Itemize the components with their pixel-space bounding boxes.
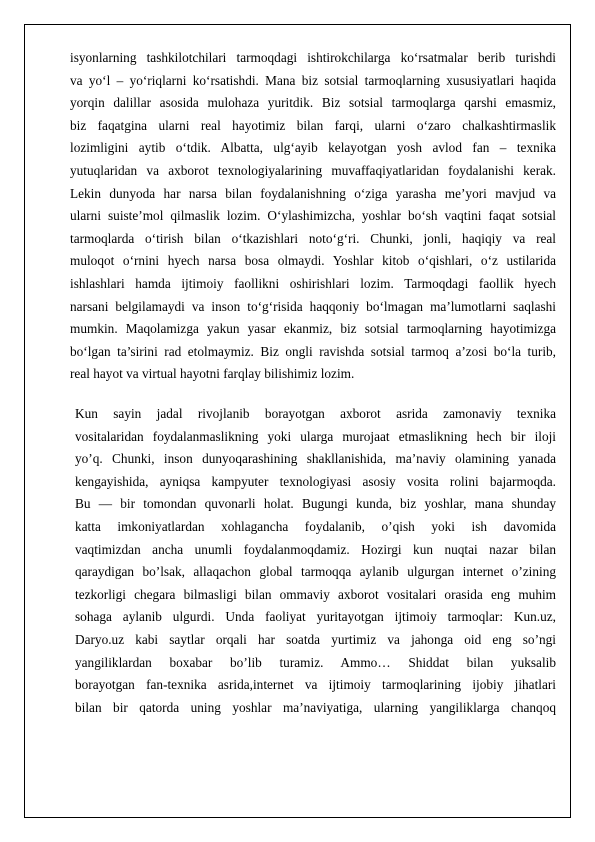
paragraph-line: tarmoqlarda o‘tirish bilan o‘tkazishlari noto‘g‘ri. Chunki, jonli, haqiqiy va real [70, 230, 556, 246]
paragraph-line: vaqtimizdan ancha unumli foydalanmoqdamiz. Hozirgi kun nuqtai nazar bilan [75, 541, 556, 557]
paragraph-1 [70, 47, 556, 386]
paragraph-line: yo’q. Chunki, inson dunyoqarashining shakllanishida, ma’naviy olamining yanada [75, 451, 556, 467]
paragraph-line: yorqin dalillar asosida mulohaza yuritdik. Biz sotsial tarmoqlarga qarshi emasmiz, [70, 95, 556, 111]
paragraph-line: katta imkoniyatlardan xohlagancha foydalanib, o’qish yoki ish davomida [75, 518, 556, 534]
paragraph-line: lozimligini aytib o‘tdik. Albatta, ulg‘ayib kelayotgan yosh avlod fan – texnika [70, 140, 556, 156]
paragraph-line: ishlashlari hamda ijtimoiy faollikni oshirishlari lozim. Tarmoqdagi faollik hyech [70, 275, 556, 291]
paragraph-line: kengayishida, ayniqsa kampyuter texnologiyasi asosiy vosita rolini bajarmoqda. [75, 473, 556, 489]
paragraph-line: mumkin. Maqolamizga yakun yasar ekanmiz, biz sotsial tarmoqlarning hayotimizga [70, 321, 556, 337]
paragraph-line: tezkorligi chegara bilmasligi bilan ommaviy axborot vositalari orasida eng muhim [75, 586, 556, 602]
paragraph-2 [75, 403, 556, 719]
paragraph-line: Bu — bir tomondan quvonarli holat. Bugungi kunda, biz yoshlar, mana shunday [75, 496, 556, 512]
paragraph-line: vositalaridan foydalanmaslikning yoki ularga murojaat etmaslikning hech bir iloji [75, 428, 556, 444]
paragraph-line: real hayot va virtual hayotni farqlay bilishimiz lozim. [70, 366, 355, 382]
paragraph-line: Lekin dunyoda har narsa bilan foydalanishning o‘ziga yarasha me’yori mavjud va [70, 185, 556, 201]
paragraph-line: bilan bir qatorda uning yoshlar ma’naviyatiga, ularning yangiliklarga chanqoq [75, 699, 556, 715]
paragraph-line: ularni suiste’mol qilmaslik lozim. O‘ylashimizcha, yoshlar bo‘sh vaqtini faqat sotsial [70, 208, 556, 224]
paragraph-line: muloqot o‘rnini hyech narsa bosa olmaydi. Yoshlar kitob o‘qishlari, o‘z ustilarida [70, 253, 556, 269]
paragraph-line: yangiliklardan boxabar bo’lib turamiz. Ammo… Shiddat bilan yuksalib [75, 654, 556, 670]
paragraph-line: va yo‘l – yo‘riqlarni ko‘rsatishdi. Mana biz sotsial tarmoqlarning xususiyatlari haqida [70, 72, 556, 88]
paragraph-line: isyonlarning tashkilotchilari tarmoqdagi ishtirokchilarga ko‘rsatmalar berib turishdi [70, 50, 556, 65]
paragraph-line: sohaga aylanib ulgurdi. Unda faoliyat yuritayotgan ijtimoiy tarmoqlar: Kun.uz, [75, 609, 556, 625]
paragraph-line: Daryo.uz kabi saytlar orqali har soatda yurtimiz va jahonga oid eng so’ngi [75, 631, 556, 647]
paragraph-line: Kun sayin jadal rivojlanib borayotgan axborot asrida zamonaviy texnika [75, 406, 556, 421]
paragraph-line: yutuqlaridan va axborot texnologiyalarining muvaffaqiyatlaridan foydalanishi kerak. [70, 162, 556, 178]
paragraph-line: borayotgan fan-texnika asrida,internet va ijtimoiy tarmoqlarining ijobiy jihatlari [75, 677, 556, 693]
paragraph-line: bo‘lgan ta’sirini rad etolmaymiz. Biz ongli ravishda sotsial tarmoq a’zosi bo‘la turib, [70, 343, 556, 359]
paragraph-line: biz faqatgina ularni real hayotimiz bilan farqi, ularni o‘zaro chalkashtirmaslik [70, 117, 556, 133]
paragraph-line: narsani belgilamaydi va inson to‘g‘risida haqqoniy bo‘lmagan ma’lumotlarni saqlashi [70, 298, 556, 314]
paragraph-line: qaraydigan bo’lsak, allaqachon global tarmoqqa aylanib ulgurgan internet o’zining [75, 564, 556, 580]
